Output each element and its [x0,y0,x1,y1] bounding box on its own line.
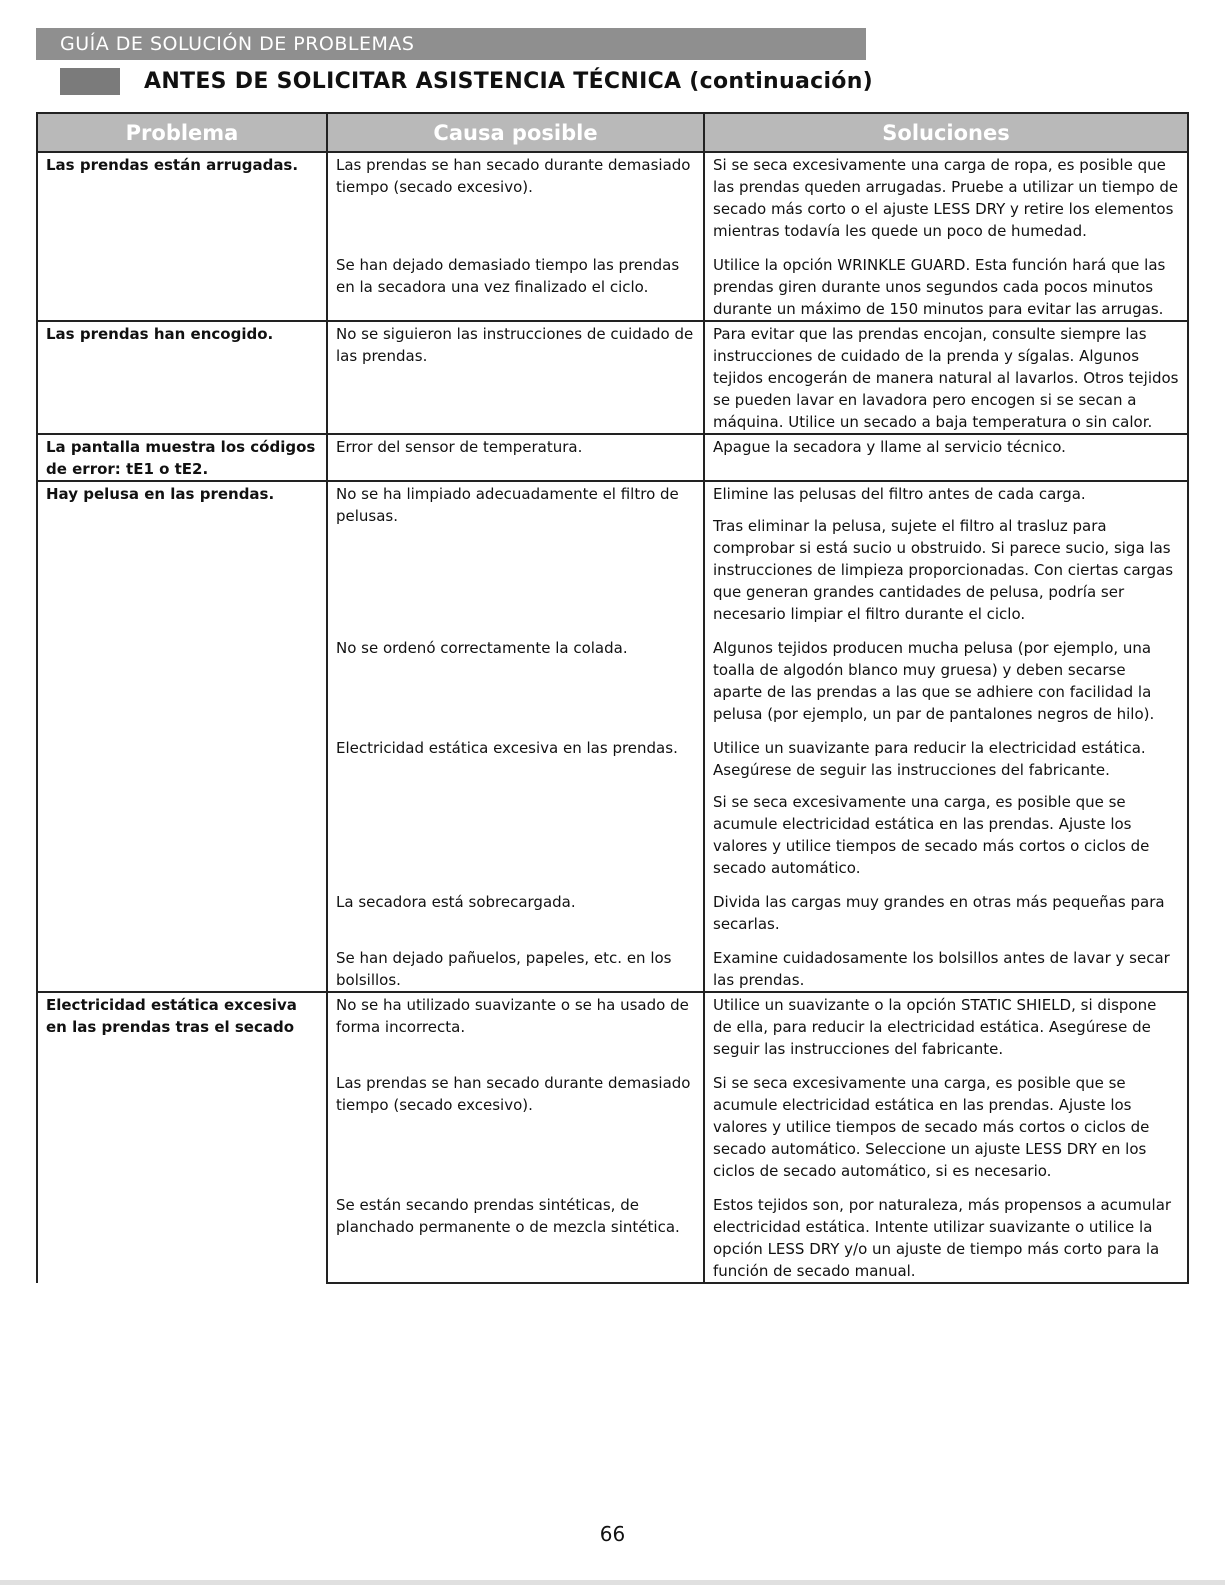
table-row [37,481,1188,625]
solution-cell [704,1060,1188,1182]
table-header-row [37,113,1188,152]
cause-cell: No se ha utilizado suavizante o se ha usado de forma incorrecta. [327,992,704,1060]
solution-cell [704,481,1188,625]
cause-cell: No se siguieron las instrucciones de cuidado de las prendas. [327,321,704,434]
solution-paragraph: Tras eliminar la pelusa, sujete el filtro al trasluz para comprobar si está sucio u obstruido. Si parece sucio, siga las instrucciones de limpieza proporcionadas. Con ciertas cargas que generan grandes cantidades de pelusa, podría ser necesario limpiar el filtro durante el ciclo. [713,517,1174,623]
heading-marker-block [60,68,120,95]
troubleshooting-table [36,112,1189,1284]
heading-title: ANTES DE SOLICITAR ASISTENCIA TÉCNICA (continuación) [144,68,874,94]
solution-cell [704,992,1188,1060]
section-banner [36,28,866,60]
cause-cell: Error del sensor de temperatura. [327,434,704,481]
solution-cell [704,152,1188,242]
solution-paragraph: Estos tejidos son, por naturaleza, más propensos a acumular electricidad estática. Intente utilizar suavizante o utilice la opción LESS DRY y/o un ajuste de tiempo más corto para la función de secado manual. [713,1196,1172,1280]
cause-cell: La secadora está sobrecargada. [327,879,704,935]
table-row [37,992,1188,1060]
cause-cell: No se ordenó correctamente la colada. [327,625,704,725]
solution-cell [704,725,1188,879]
solution-paragraph: Examine cuidadosamente los bolsillos antes de lavar y secar las prendas. [713,949,1170,989]
solution-cell [704,1182,1188,1283]
header-cause: Causa posible [327,113,704,152]
header-solutions: Soluciones [704,113,1188,152]
table-body [37,152,1188,1283]
solution-paragraph: Si se seca excesivamente una carga de ropa, es posible que las prendas queden arrugadas. Pruebe a utilizar un tiempo de secado más corto o el ajuste LESS DRY y retire los elementos mientras todavía les quede un poco de humedad. [713,156,1179,240]
cause-cell: Electricidad estática excesiva en las prendas. [327,725,704,879]
cause-cell: No se ha limpiado adecuadamente el filtro de pelusas. [327,481,704,625]
cause-cell: Se han dejado pañuelos, papeles, etc. en los bolsillos. [327,935,704,992]
section-banner-title: GUÍA DE SOLUCIÓN DE PROBLEMAS [60,33,415,55]
solution-cell [704,625,1188,725]
table-row [37,152,1188,242]
cause-cell: Las prendas se han secado durante demasiado tiempo (secado excesivo). [327,1060,704,1182]
solution-paragraph: Si se seca excesivamente una carga, es posible que se acumule electricidad estática en las prendas. Ajuste los valores y utilice tiempos de secado más cortos o ciclos de secado automático. [713,793,1150,877]
solution-cell [704,242,1188,321]
solution-paragraph: Divida las cargas muy grandes en otras más pequeñas para secarlas. [713,893,1165,933]
cause-cell: Las prendas se han secado durante demasiado tiempo (secado excesivo). [327,152,704,242]
solution-paragraph: Utilice la opción WRINKLE GUARD. Esta función hará que las prendas giren durante unos segundos cada pocos minutos durante un máximo de 150 minutos para evitar las arrugas. [713,256,1166,318]
cause-cell: Se han dejado demasiado tiempo las prendas en la secadora una vez finalizado el ciclo. [327,242,704,321]
problem-cell: Las prendas están arrugadas. [37,152,327,321]
solution-paragraph: Utilice un suavizante para reducir la electricidad estática. Asegúrese de seguir las instrucciones del fabricante. [713,739,1146,779]
paragraph-gap [713,781,1179,791]
table-row [37,434,1188,481]
solution-paragraph: Algunos tejidos producen mucha pelusa (por ejemplo, una toalla de algodón blanco muy gruesa) y deben secarse aparte de las prendas a las que se adhiere con facilidad la pelusa (por ejemplo, un par de pantalones negros de hilo). [713,639,1155,723]
problem-cell: Electricidad estática excesiva en las prendas tras el secado [37,992,327,1283]
section-heading [60,66,873,96]
problem-cell: La pantalla muestra los códigos de error: tE1 o tE2. [37,434,327,481]
solution-paragraph: Elimine las pelusas del filtro antes de cada carga. [713,485,1086,503]
solution-cell [704,321,1188,434]
page-number: 66 [599,1522,626,1546]
problem-cell: Las prendas han encogido. [37,321,327,434]
solution-cell [704,434,1188,481]
problem-cell: Hay pelusa en las prendas. [37,481,327,992]
solution-paragraph: Apague la secadora y llame al servicio técnico. [713,438,1066,456]
table-row [37,321,1188,434]
bottom-rule [0,1580,1225,1585]
solution-paragraph: Para evitar que las prendas encojan, consulte siempre las instrucciones de cuidado de la prenda y sígalas. Algunos tejidos encogerán de manera natural al lavarlos. Otros tejidos se pueden lavar en lavadora pero encogen si se secan a máquina. Utilice un secado a baja temperatura o sin calor. [713,325,1179,431]
solution-paragraph: Utilice un suavizante o la opción STATIC SHIELD, si dispone de ella, para reducir la electricidad estática. Asegúrese de seguir las instrucciones del fabricante. [713,996,1157,1058]
solution-paragraph: Si se seca excesivamente una carga, es posible que se acumule electricidad estática en las prendas. Ajuste los valores y utilice tiempos de secado más cortos o ciclos de secado automático. Seleccione un ajuste LESS DRY en los ciclos de secado automático, si es necesario. [713,1074,1150,1180]
header-problem: Problema [37,113,327,152]
cause-cell: Se están secando prendas sintéticas, de planchado permanente o de mezcla sintética. [327,1182,704,1283]
paragraph-gap [713,505,1179,515]
solution-cell [704,879,1188,935]
solution-cell [704,935,1188,992]
